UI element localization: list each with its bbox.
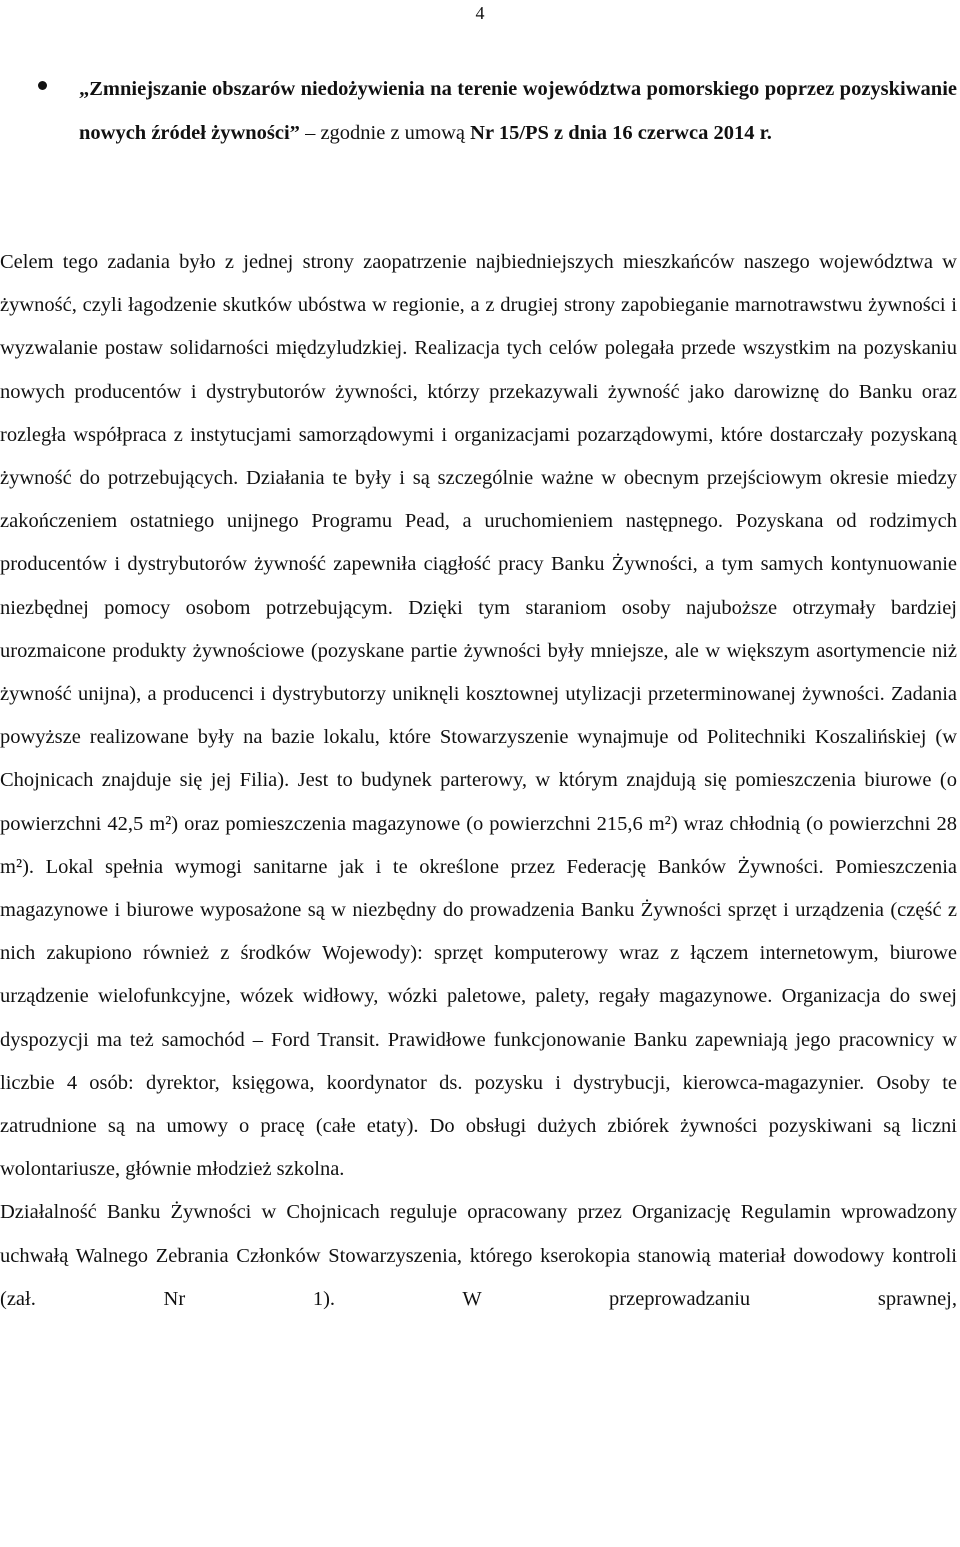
page-number: 4 — [475, 3, 485, 23]
bullet-item — [0, 68, 960, 155]
task-title: „Zmniejszanie obszarów niedożywienia na terenie województwa pomorskiego poprzez pozyskiwanie nowych źródeł żywności” — [79, 78, 957, 144]
agreement-connector: – zgodnie z umową — [299, 121, 471, 144]
bullet-text — [79, 68, 957, 155]
body-text — [0, 241, 957, 1321]
agreement-reference: Nr 15/PS z dnia 16 czerwca 2014 r. — [470, 121, 772, 144]
bullet-icon — [38, 81, 47, 90]
paragraph-regulations: Działalność Banku Żywności w Chojnicach reguluje opracowany przez Organizację Regulamin wprowadzony uchwałą Walnego Zebrania Członków Stowarzyszenia, którego kserokopia stanowią materiał dowodowy kontroli (zał. Nr 1). W przeprowadzaniu sprawnej, — [0, 1201, 957, 1310]
paragraph-task-description: Celem tego zadania było z jednej strony zaopatrzenie najbiedniejszych mieszkańców naszego województwa w żywność, czyli łagodzenie skutków ubóstwa w regionie, a z drugiej strony zapobieganie marnotrawstwu żywności i wyzwalanie postaw solidarności międzyludzkiej. Realizacja tych celów polegała przede wszystkim na pozyskaniu nowych producentów i dystrybutorów żywności, którzy przekazywali żywność jako darowiznę do Banku oraz rozległa współpraca z instytucjami samorządowymi i organizacjami pozarządowymi, które dostarczały pozyskaną żywność do potrzebujących. Działania te były i są szczególnie ważne w obecnym przejściowym okresie miedzy zakończeniem ostatniego unijnego Programu Pead, a uruchomieniem następnego. Pozyskana od rodzimych producentów i dystrybutorów żywność zapewniła ciągłość pracy Banku Żywności, a tym samych kontynuowanie niezbędnej pomocy osobom potrzebującym. Dzięki tym staraniom osoby najuboższe otrzymały bardziej urozmaicone produkty żywnościowe (pozyskane partie żywności były mniejsze, ale w większym asortymencie niż żywność unijna), a producenci i dystrybutorzy uniknęli kosztownej utylizacji przeterminowanej żywności. Zadania powyższe realizowane były na bazie lokalu, które Stowarzyszenie wynajmuje od Politechniki Koszalińskiej (w Chojnicach znajduje się jej Filia). Jest to budynek parterowy, w którym znajdują się pomieszczenia biurowe (o powierzchni 42,5 m²) oraz pomieszczenia magazynowe (o powierzchni 215,6 m²) wraz chłodnią (o powierzchni 28 m²). Lokal spełnia wymogi sanitarne jak i te określone przez Federację Banków Żywności. Pomieszczenia magazynowe i biurowe wyposażone są w niezbędny do prowadzenia Banku Żywności sprzęt i urządzenia (część z nich zakupiono również z środków Wojewody): sprzęt komputerowy wraz z łączem internetowym, biurowe urządzenie wielofunkcyjne, wózek widłowy, wózki paletowe, palety, regały magazynowe. Organizacja do swej dyspozycji ma też samochód – Ford Transit. Prawidłowe funkcjonowanie Banku zapewniają jego pracownicy w liczbie 4 osób: dyrektor, księgowa, koordynator ds. pozysku i dystrybucji, kierowca-magazynier. Osoby te zatrudnione są na umowy o pracę (całe etaty). Do obsługi dużych zbiórek żywności pozyskiwani są liczni wolontariusze, głównie młodzież szkolna. — [0, 251, 957, 1181]
